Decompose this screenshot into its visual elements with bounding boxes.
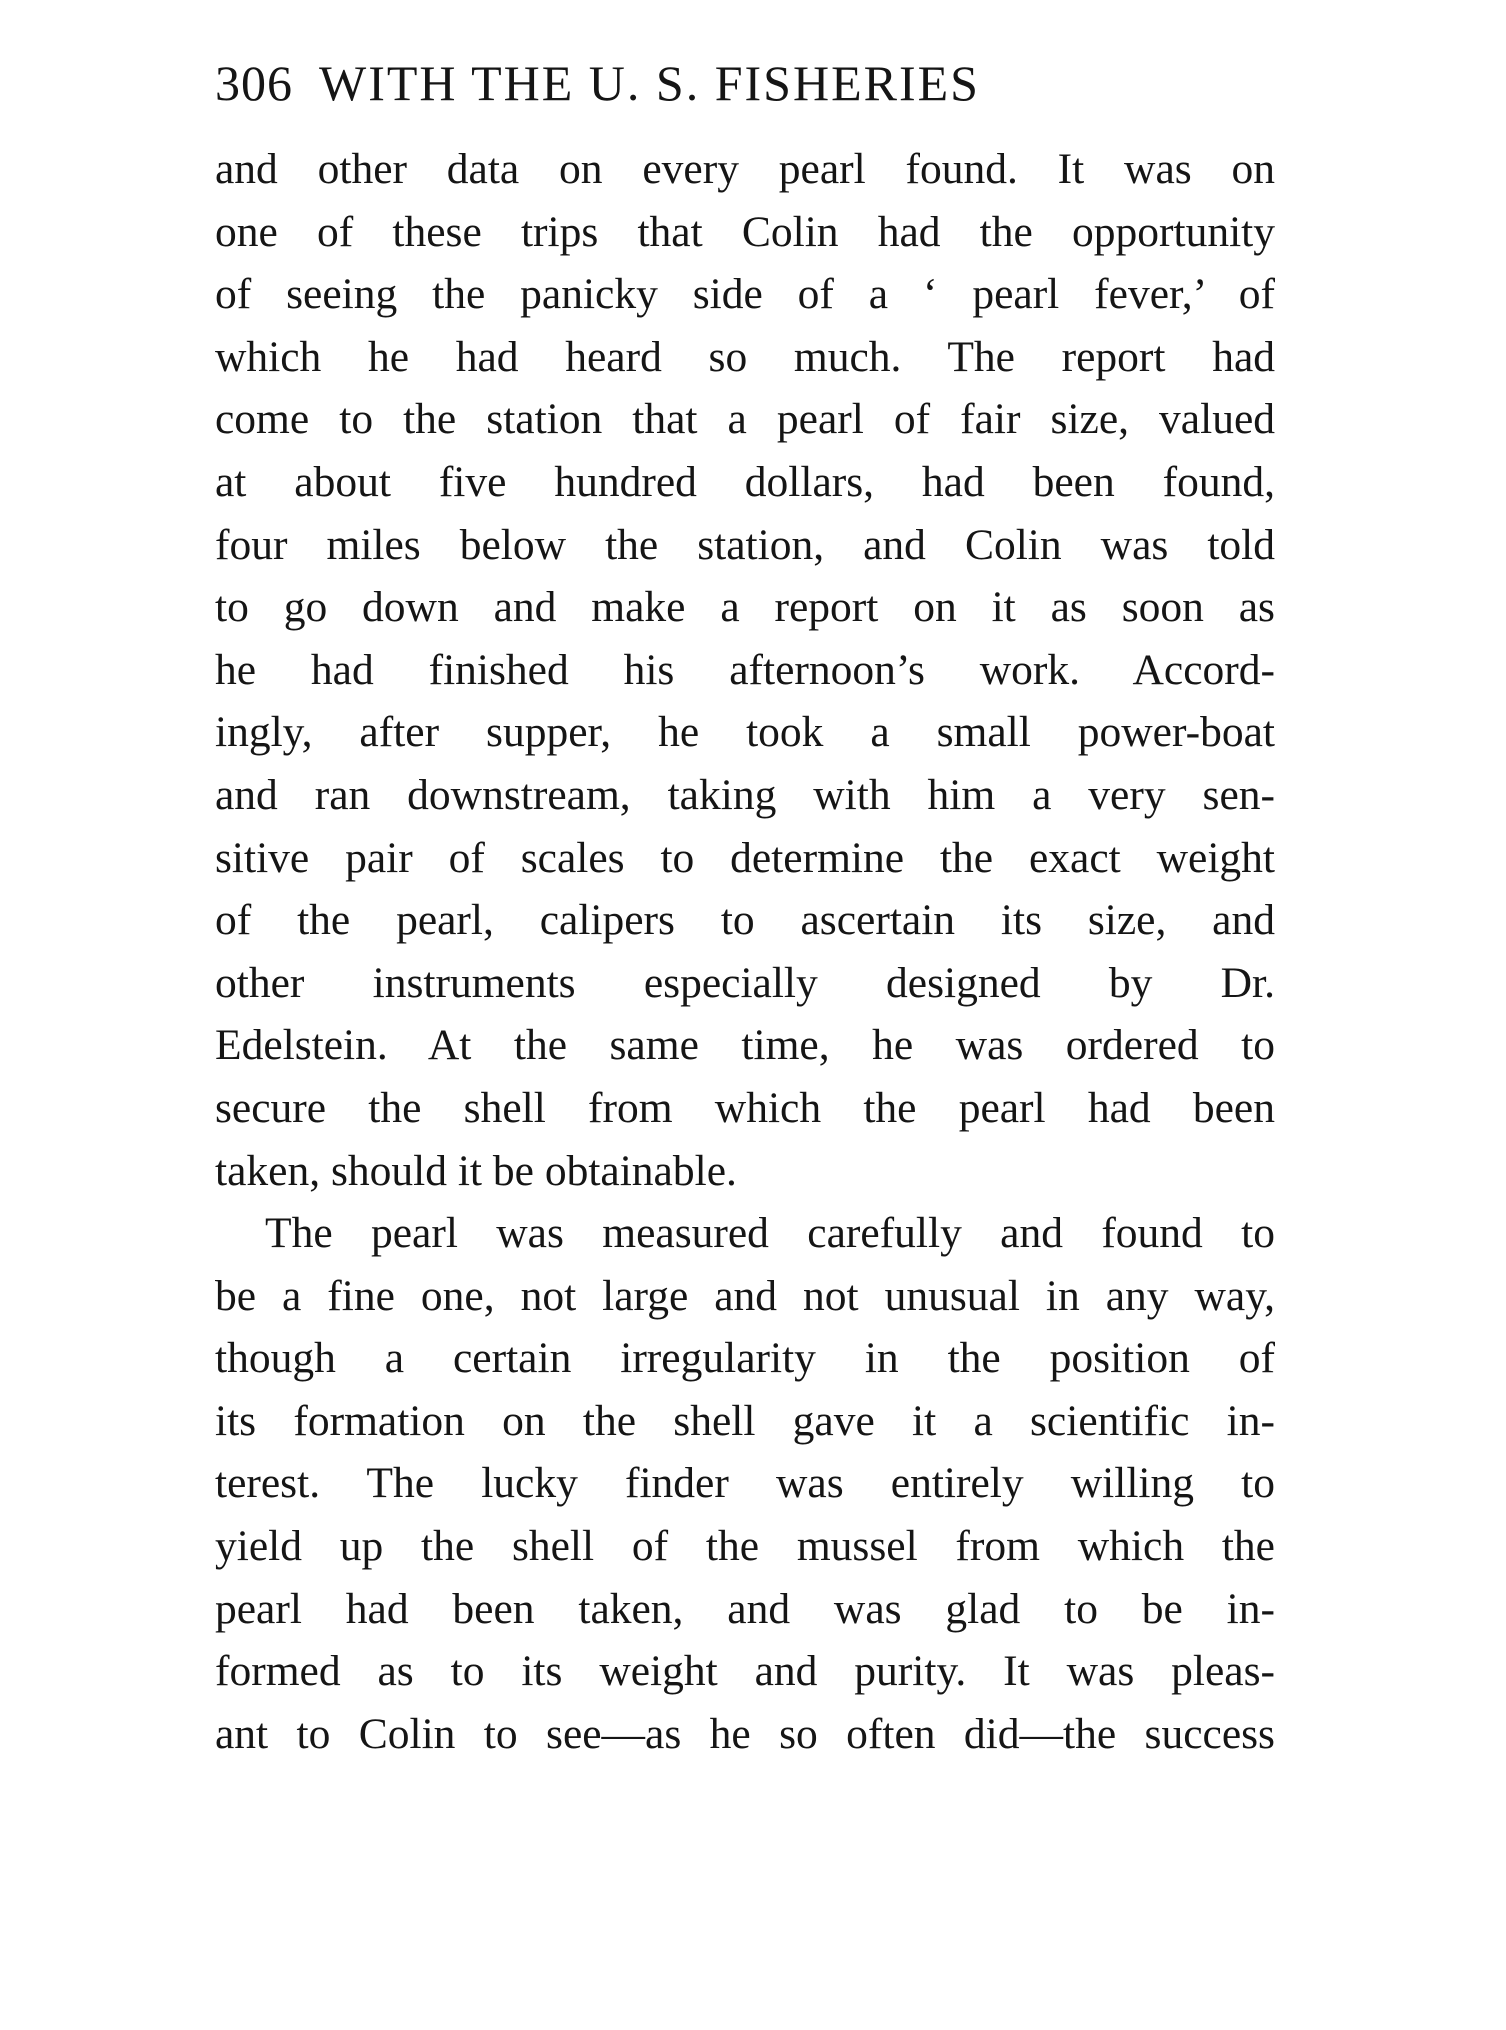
text-line: which he had heard so much. The report had [215, 332, 1275, 381]
paragraph-1 [215, 138, 1275, 1202]
text-line: terest. The lucky finder was entirely willing to [215, 1459, 1275, 1508]
text-line: and other data on every pearl found. It was on [215, 145, 1275, 193]
text-line: other instruments especially designed by Dr. [215, 958, 1275, 1007]
text-line: pearl had been taken, and was glad to be in- [215, 1584, 1275, 1633]
text-line: of seeing the panicky side of a ‘ pearl fever,’ of [215, 270, 1275, 319]
text-line: come to the station that a pearl of fair size, valued [215, 395, 1275, 444]
paragraph-2 [215, 1202, 1275, 1765]
body-text [215, 138, 1275, 1765]
text-line: he had finished his afternoon’s work. Accord- [215, 645, 1275, 694]
text-line: Edelstein. At the same time, he was ordered to [215, 1021, 1275, 1070]
text-line: The pearl was measured carefully and found to [265, 1209, 1275, 1258]
text-line: to go down and make a report on it as soon as [215, 583, 1275, 632]
text-line: sitive pair of scales to determine the exact weight [215, 833, 1275, 882]
text-line: formed as to its weight and purity. It was pleas- [215, 1647, 1275, 1696]
text-line: yield up the shell of the mussel from which the [215, 1522, 1275, 1571]
text-line: of the pearl, calipers to ascertain its size, and [215, 896, 1275, 945]
text-line: at about five hundred dollars, had been found, [215, 457, 1275, 506]
text-line: be a fine one, not large and not unusual in any way, [215, 1271, 1275, 1320]
text-line: and ran downstream, taking with him a very sen- [215, 770, 1275, 819]
text-line: secure the shell from which the pearl had been [215, 1083, 1275, 1132]
text-line: ant to Colin to see—as he so often did—the success [215, 1709, 1275, 1758]
running-title: WITH THE U. S. FISHERIES [319, 55, 980, 111]
text-line: its formation on the shell gave it a scientific in- [215, 1396, 1275, 1445]
text-line: ingly, after supper, he took a small power-boat [215, 708, 1275, 757]
text-line: four miles below the station, and Colin was told [215, 520, 1275, 569]
text-line: though a certain irregularity in the position of [215, 1334, 1275, 1383]
text-line: one of these trips that Colin had the opportunity [215, 207, 1275, 256]
page-number: 306 [215, 55, 293, 111]
text-line: taken, should it be obtainable. [215, 1146, 737, 1195]
running-head [215, 48, 1275, 118]
